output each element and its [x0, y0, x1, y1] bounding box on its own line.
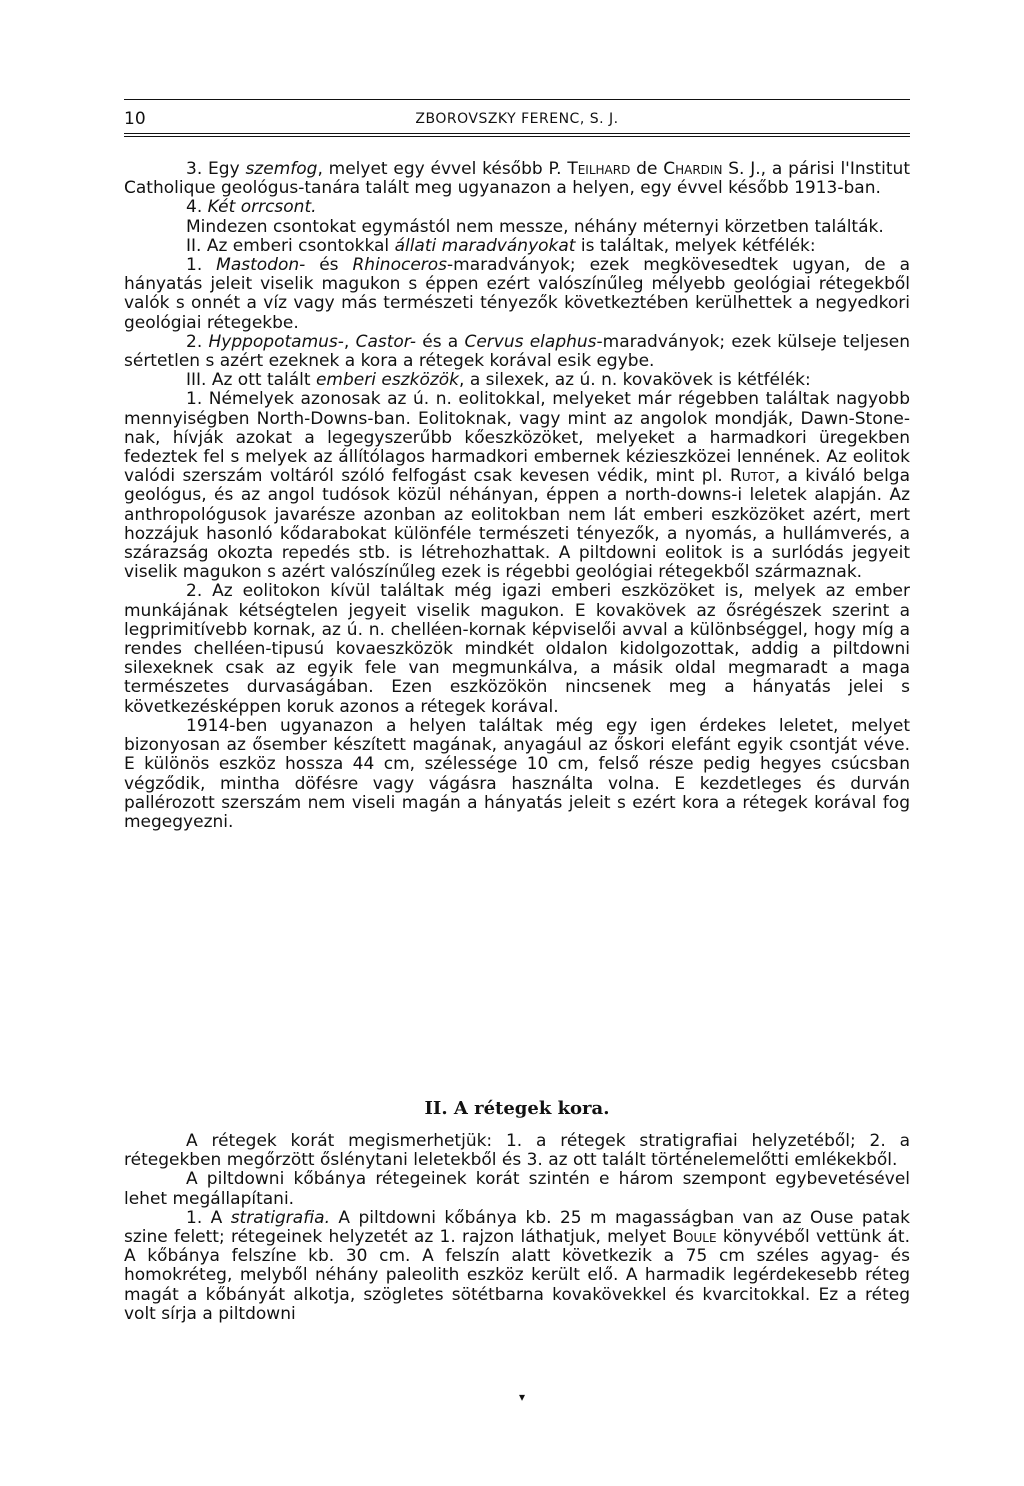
text-run: , a silexek, az ú. n. kovakövek is kétfélék:	[459, 370, 811, 391]
header-rule-bottom	[124, 133, 910, 134]
body-text-section-2	[124, 1132, 910, 1324]
text-run: 1. Némelyek azonosak az ú. n. eolitokkal, melyeket már régebben találtak nagyobb mennyiségben North-Downs-ban. Eolitoknak, vagy mint az angolok mondják, Dawn-Stone-nak, hívják azokat a legegyszerűbb kőeszközöket, melyeket a harmadkori üregekben fedeztek fel s melyek az állítólagos harmadkori embernek kézieszközei lennének. Az eolitok valódi szerszám voltáról szóló felfogást csak kevesen védik, mint pl.	[124, 389, 910, 487]
text-run: ,	[343, 331, 356, 352]
italic-text: Rhinoceros	[352, 255, 448, 276]
paragraph	[124, 256, 910, 333]
section-heading: II. A rétegek kora.	[424, 1098, 610, 1119]
text-run: , a kiváló belga geológus, és az angol tudósok közül néhányan, éppen a north-downs-i leletek alapján. Az anthropológusok javarésze azonban az eolitokban nem lát emberi eszközöket azért, mert hozzájuk hasonló kődarabokat különféle természeti tényezők, a nyomás, a hullámverés, a szárazság okozta repedés stb. is létrehozhattak. A piltdowni eolitok is a surlódás jegyeit viselik magukon s azért valószínűleg ezek is régebbi geológiai rétegekből származnak.	[124, 466, 910, 583]
italic-text: emberi eszközök	[315, 370, 460, 391]
running-head: ZBOROVSZKY FERENC, S. J.	[415, 111, 619, 127]
italic-text: Hyppopotamus-	[208, 331, 344, 352]
italic-text: Két orrcsont.	[207, 197, 317, 218]
header-rule-top	[124, 99, 910, 100]
text-run: Mindezen csontokat egymástól nem messze, néhány méternyi körzetben találták.	[186, 216, 884, 237]
italic-text: állati maradványokat	[394, 235, 576, 256]
text-run: II. Az emberi csontokkal	[186, 235, 395, 256]
text-run: 2. Az eolitokon kívül találtak még igazi emberi eszközöket is, melyek az ember munkájának kétségtelen jegyeit viselik magukon. E kovakövek az ősrégészek szerint a legprimitívebb kornak, az ú. n. chelléen-kornak képviselői avval a különbséggel, hogy míg a rendes chelléen-tipusú kovaeszközök mindkét oldalon kidolgozottak, addig a piltdowni silexeknek csak az egyik fele van megmunkálva, a másik oldal megmaradt a maga természetes durvaságában. Ezen eszközökön nincsenek meg a hányatás jelei s következésképpen koruk azonos a rétegek korával.	[124, 581, 910, 717]
paragraph	[124, 1132, 910, 1170]
text-run: -maradványok; ezek megkövesedtek ugyan, de a hányatás jeleit viselik magukon s éppen ezért valószínűleg mélyebb geológiai rétegekből valók s onnét a víz vagy más természeti tényezők következtében kerülhettek a negyedkori geológiai rétegekbe.	[124, 255, 910, 333]
small-caps-name: Chardin	[663, 159, 723, 179]
text-run: 1914-ben ugyanazon a helyen találtak még egy igen érdekes leletet, melyet bizonyosan az ősember készített magának, anyagául az őskori elefánt egyik csontját véve. E különös eszköz hossza 44 cm, szélessége 10 cm, felső része pedig hegyes csúcsban végződik, mintha döfésre vagy vágásra használta volna. E kezdetleges és durván pallérozott szerszám nem viseli magán a hányatás jeleit s ezért kora a rétegek korával fog megegyezni.	[124, 715, 910, 832]
italic-text: stratigrafia.	[230, 1207, 331, 1228]
paragraph	[124, 237, 910, 256]
small-caps-name: Boule	[672, 1227, 717, 1248]
paragraph	[124, 582, 910, 716]
body-text-section-1	[124, 160, 910, 832]
text-run: 4.	[186, 197, 208, 218]
small-caps-name: Teilhard	[567, 159, 631, 179]
text-run: A rétegek korát megismerhetjük: 1. a rétegek stratigrafiai helyzetéből; 2. a rétegekben megőrzött őslénytani leletekből és 3. az ott talált történelemelőtti emlékekből.	[124, 1131, 910, 1171]
print-mark: ▾	[519, 1390, 526, 1404]
italic-text: Castor-	[355, 331, 416, 352]
italic-text: Mastodon-	[216, 255, 306, 276]
small-caps-name: Rutot	[730, 466, 775, 487]
text-run: A piltdowni kőbánya kb. 25 m magasságban van az Ouse patak szine felett; rétegeinek helyzetét az 1. rajzon láthatjuk, melyet	[124, 1207, 910, 1248]
text-run: , melyet egy évvel később P.	[317, 159, 568, 179]
text-run: de	[630, 159, 664, 179]
text-run: A piltdowni kőbánya rétegeinek korát szintén e három szempont egybevetésével lehet megállapítani.	[124, 1169, 910, 1209]
page-header	[124, 103, 910, 129]
page-number: 10	[124, 109, 146, 129]
paragraph	[124, 198, 910, 217]
paragraph	[124, 371, 910, 390]
paragraph	[124, 218, 910, 237]
text-run: 1. A	[186, 1207, 231, 1228]
paragraph	[124, 333, 910, 371]
paragraph	[124, 390, 910, 582]
text-run: 3. Egy	[186, 159, 246, 179]
text-run: 2.	[186, 331, 209, 352]
text-run: könyvéből vettünk át. A kőbánya felszíne kb. 30 cm. A felszín alatt következik a 75 cm széles agyag- és homokréteg, melyből néhány paleolith eszköz került elő. A harmadik legérdekesebb réteg magát a kőbányát alkotja, szögletes sötétbarna kovakövekkel és kvarcitokkal. Ez a réteg volt sírja a piltdowni	[124, 1227, 911, 1324]
italic-text: szemfog	[245, 159, 318, 179]
text-run: III. Az ott talált	[186, 370, 316, 391]
text-run: is találtak, melyek kétfélék:	[575, 235, 816, 256]
paragraph	[124, 1209, 910, 1324]
header-rule-bottom-double	[124, 136, 910, 137]
paragraph	[124, 160, 910, 198]
paragraph	[124, 717, 910, 832]
text-run: és a	[415, 331, 465, 352]
text-run: S. J., a párisi l'Institut Catholique geológus-tanára talált meg ugyanazon a helyen, egy évvel később 1913-ban.	[124, 159, 910, 199]
paragraph	[124, 1170, 910, 1208]
text-run: 1.	[186, 255, 217, 276]
text-run: -maradványok; ezek külseje teljesen sértetlen s azért ezeknek a kora a rétegek korával esik egybe.	[124, 331, 910, 372]
italic-text: Cervus elaphus	[464, 331, 597, 352]
text-run: és	[305, 255, 353, 276]
